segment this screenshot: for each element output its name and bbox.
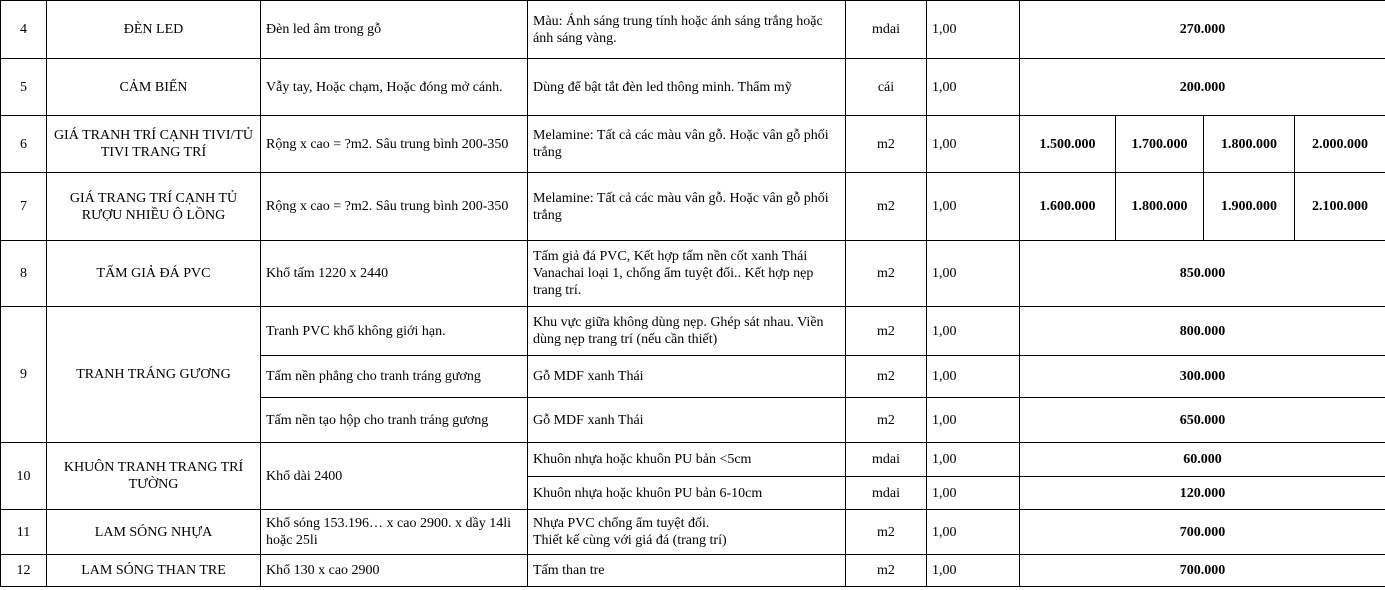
item-unit: m2	[846, 356, 927, 398]
item-quantity: 1,00	[927, 398, 1020, 443]
item-quantity: 1,00	[927, 307, 1020, 356]
item-quantity: 1,00	[927, 356, 1020, 398]
item-size: Đèn led âm trong gỗ	[261, 1, 528, 59]
item-unit: m2	[846, 116, 927, 173]
table-row	[1, 443, 1385, 477]
item-name: GIÁ TRANG TRÍ CẠNH TỦ RƯỢU NHIỀU Ô LỒNG	[47, 173, 261, 241]
item-unit: m2	[846, 398, 927, 443]
table-row	[1, 307, 1385, 356]
item-size: Khổ 130 x cao 2900	[261, 555, 528, 587]
item-size: Tấm nền tạo hộp cho tranh tráng gương	[261, 398, 528, 443]
item-quantity: 1,00	[927, 241, 1020, 307]
item-price: 300.000	[1020, 356, 1385, 398]
item-size: Vẫy tay, Hoặc chạm, Hoặc đóng mở cánh.	[261, 59, 528, 116]
item-quantity: 1,00	[927, 443, 1020, 477]
item-price: 700.000	[1020, 555, 1385, 587]
item-quantity: 1,00	[927, 510, 1020, 555]
row-number: 10	[1, 443, 47, 510]
item-price: 60.000	[1020, 443, 1385, 477]
item-size: Khổ sóng 153.196… x cao 2900. x dầy 14li hoặc 25li	[261, 510, 528, 555]
item-unit: m2	[846, 173, 927, 241]
row-number: 4	[1, 1, 47, 59]
item-material: Gỗ MDF xanh Thái	[528, 356, 846, 398]
row-number: 9	[1, 307, 47, 443]
item-size: Tranh PVC khổ không giới hạn.	[261, 307, 528, 356]
item-price: 700.000	[1020, 510, 1385, 555]
table-row	[1, 1, 1385, 59]
item-price: 850.000	[1020, 241, 1385, 307]
item-size: Rộng x cao = ?m2. Sâu trung bình 200-350	[261, 116, 528, 173]
item-name: TRANH TRÁNG GƯƠNG	[47, 307, 261, 443]
row-number: 11	[1, 510, 47, 555]
item-quantity: 1,00	[927, 555, 1020, 587]
item-quantity: 1,00	[927, 173, 1020, 241]
row-number: 6	[1, 116, 47, 173]
item-price: 650.000	[1020, 398, 1385, 443]
item-size: Rộng x cao = ?m2. Sâu trung bình 200-350	[261, 173, 528, 241]
item-name: GIÁ TRANH TRÍ CẠNH TIVI/TỦ TIVI TRANG TRÍ	[47, 116, 261, 173]
item-unit: m2	[846, 307, 927, 356]
price-option-4: 2.100.000	[1295, 173, 1385, 241]
item-quantity: 1,00	[927, 1, 1020, 59]
item-quantity: 1,00	[927, 116, 1020, 173]
item-material: Màu: Ánh sáng trung tính hoặc ánh sáng trắng hoặc ánh sáng vàng.	[528, 1, 846, 59]
item-material: Khuôn nhựa hoặc khuôn PU bản <5cm	[528, 443, 846, 477]
item-quantity: 1,00	[927, 477, 1020, 510]
price-option-3: 1.900.000	[1204, 173, 1295, 241]
table-row	[1, 510, 1385, 555]
item-material: Tấm than tre	[528, 555, 846, 587]
price-option-4: 2.000.000	[1295, 116, 1385, 173]
price-option-1: 1.500.000	[1020, 116, 1116, 173]
item-price: 800.000	[1020, 307, 1385, 356]
item-material: Melamine: Tất cả các màu vân gỗ. Hoặc vân gỗ phối trắng	[528, 116, 846, 173]
item-material: Khuôn nhựa hoặc khuôn PU bản 6-10cm	[528, 477, 846, 510]
item-name: CẢM BIẾN	[47, 59, 261, 116]
item-size: Khổ dài 2400	[261, 443, 528, 510]
item-quantity: 1,00	[927, 59, 1020, 116]
item-unit: m2	[846, 555, 927, 587]
table-row	[1, 173, 1385, 241]
table-row	[1, 555, 1385, 587]
price-option-3: 1.800.000	[1204, 116, 1295, 173]
price-option-1: 1.600.000	[1020, 173, 1116, 241]
price-option-2: 1.800.000	[1116, 173, 1204, 241]
item-size: Tấm nền phẳng cho tranh tráng gương	[261, 356, 528, 398]
item-price: 120.000	[1020, 477, 1385, 510]
material-line-2: Thiết kế cùng với giá đá (trang trí)	[533, 533, 727, 548]
item-unit: mdai	[846, 443, 927, 477]
item-size: Khổ tấm 1220 x 2440	[261, 241, 528, 307]
row-number: 8	[1, 241, 47, 307]
item-unit: cái	[846, 59, 927, 116]
price-option-2: 1.700.000	[1116, 116, 1204, 173]
item-price: 270.000	[1020, 1, 1385, 59]
table-row	[1, 241, 1385, 307]
item-material: Gỗ MDF xanh Thái	[528, 398, 846, 443]
item-unit: m2	[846, 510, 927, 555]
item-name: TẤM GIẢ ĐÁ PVC	[47, 241, 261, 307]
item-name: LAM SÓNG NHỰA	[47, 510, 261, 555]
item-unit: mdai	[846, 477, 927, 510]
item-material: Tấm giả đá PVC, Kết hợp tấm nền cốt xanh Thái Vanachai loại 1, chống ẩm tuyệt đối.. Kết hợp nẹp trang trí.	[528, 241, 846, 307]
table-row	[1, 59, 1385, 116]
item-material	[528, 510, 846, 555]
item-name: LAM SÓNG THAN TRE	[47, 555, 261, 587]
row-number: 7	[1, 173, 47, 241]
item-material: Khu vực giữa không dùng nẹp. Ghép sát nhau. Viền dùng nẹp trang trí (nếu cần thiết)	[528, 307, 846, 356]
row-number: 5	[1, 59, 47, 116]
item-price: 200.000	[1020, 59, 1385, 116]
item-unit: m2	[846, 241, 927, 307]
item-name: KHUÔN TRANH TRANG TRÍ TƯỜNG	[47, 443, 261, 510]
item-name: ĐÈN LED	[47, 1, 261, 59]
item-material: Dùng để bật tắt đèn led thông minh. Thẩm mỹ	[528, 59, 846, 116]
item-material: Melamine: Tất cả các màu vân gỗ. Hoặc vân gỗ phối trắng	[528, 173, 846, 241]
table-row	[1, 116, 1385, 173]
item-unit: mdai	[846, 1, 927, 59]
row-number: 12	[1, 555, 47, 587]
material-line-1: Nhựa PVC chống ẩm tuyệt đối.	[533, 516, 710, 531]
